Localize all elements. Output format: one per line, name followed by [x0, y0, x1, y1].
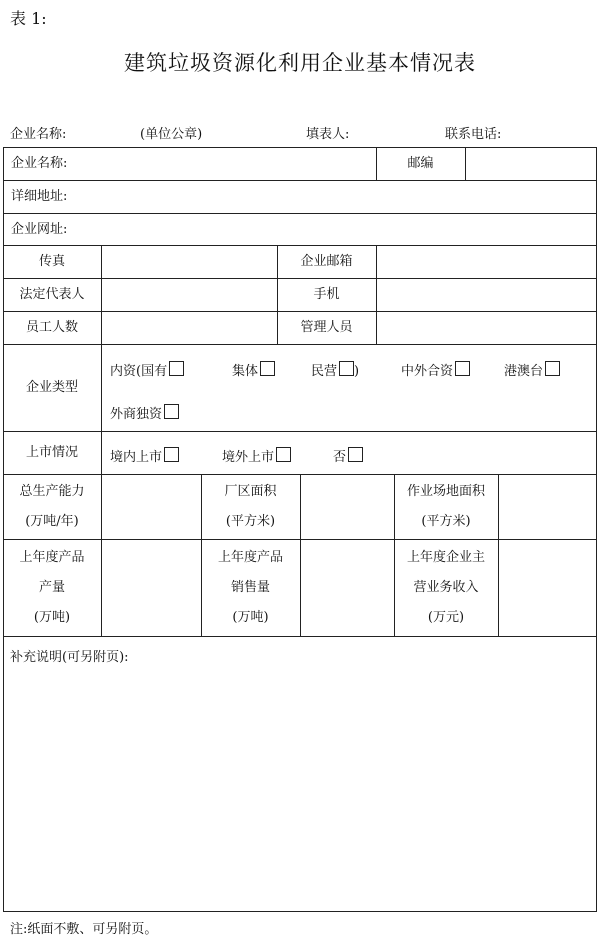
table-border-bottom	[3, 911, 597, 912]
postcode-label: 邮编	[407, 156, 434, 171]
management-field[interactable]	[376, 311, 596, 344]
fax-label: 传真	[38, 254, 65, 269]
company-name-cell: 企业名称:	[11, 156, 68, 171]
postcode-field[interactable]	[465, 147, 596, 180]
table-number: 表 1:	[10, 9, 47, 28]
last-year-revenue-field[interactable]	[498, 539, 596, 636]
seal-note: (单位公章)	[140, 127, 203, 142]
legal-rep-label: 法定代表人	[19, 287, 85, 302]
total-capacity-field[interactable]	[101, 474, 201, 539]
page-title: 建筑垃圾资源化利用企业基本情况表	[124, 51, 476, 75]
option-overseas-listed[interactable]: 境外上市	[222, 446, 291, 465]
staff-count-label: 员工人数	[25, 320, 78, 335]
total-capacity-label: 总生产能力 (万吨/年)	[19, 483, 85, 529]
option-domestic[interactable]: 内资(国有	[110, 360, 184, 379]
checkbox-overseas-listed[interactable]	[276, 447, 291, 462]
checkbox-state-owned[interactable]	[169, 361, 184, 376]
email-field[interactable]	[376, 245, 596, 278]
option-collective[interactable]: 集体	[232, 360, 275, 379]
plant-area-label: 厂区面积 (平方米)	[224, 483, 277, 529]
checkbox-private[interactable]	[339, 361, 354, 376]
management-label: 管理人员	[300, 320, 353, 335]
checkbox-domestic-listed[interactable]	[164, 447, 179, 462]
checkbox-hk-macao-taiwan[interactable]	[545, 361, 560, 376]
supplement-field[interactable]	[4, 665, 595, 910]
option-joint-venture[interactable]: 中外合资	[401, 360, 470, 379]
work-area-field[interactable]	[498, 474, 596, 539]
footnote: 注:纸面不敷、可另附页。	[10, 922, 158, 937]
checkbox-joint-venture[interactable]	[455, 361, 470, 376]
website-cell[interactable]: 企业网址:	[11, 221, 68, 237]
email-label: 企业邮箱	[300, 254, 353, 269]
row-line	[3, 636, 597, 637]
option-not-listed[interactable]: 否	[333, 446, 363, 465]
listing-label: 上市情况	[25, 445, 78, 460]
company-name-label: 企业名称:	[10, 127, 67, 142]
plant-area-field[interactable]	[300, 474, 394, 539]
option-domestic-listed[interactable]: 境内上市	[110, 446, 179, 465]
work-area-label: 作业场地面积 (平方米)	[406, 483, 485, 529]
checkbox-foreign[interactable]	[164, 404, 179, 419]
mobile-label: 手机	[313, 287, 340, 302]
last-year-output-label: 上年度产品 产量 (万吨)	[19, 549, 85, 625]
checkbox-not-listed[interactable]	[348, 447, 363, 462]
last-year-sales-field[interactable]	[300, 539, 394, 636]
address-cell[interactable]: 详细地址:	[11, 189, 68, 204]
legal-rep-field[interactable]	[101, 278, 277, 311]
option-hk-macao-taiwan[interactable]: 港澳台	[504, 360, 560, 379]
option-private[interactable]: 民营 )	[311, 360, 359, 379]
last-year-output-field[interactable]	[101, 539, 201, 636]
staff-count-field[interactable]	[101, 311, 277, 344]
table-border-right	[596, 147, 597, 912]
fax-field[interactable]	[101, 245, 277, 278]
checkbox-collective[interactable]	[260, 361, 275, 376]
last-year-sales-label: 上年度产品 销售量 (万吨)	[217, 549, 283, 625]
company-type-label: 企业类型	[25, 380, 78, 395]
mobile-field[interactable]	[376, 278, 596, 311]
filler-label: 填表人:	[306, 127, 350, 142]
option-foreign[interactable]: 外商独资	[110, 403, 179, 422]
last-year-revenue-label: 上年度企业主 营业务收入 (万元)	[406, 549, 485, 625]
supplement-label: 补充说明(可另附页):	[10, 650, 129, 665]
phone-label: 联系电话:	[445, 127, 502, 142]
